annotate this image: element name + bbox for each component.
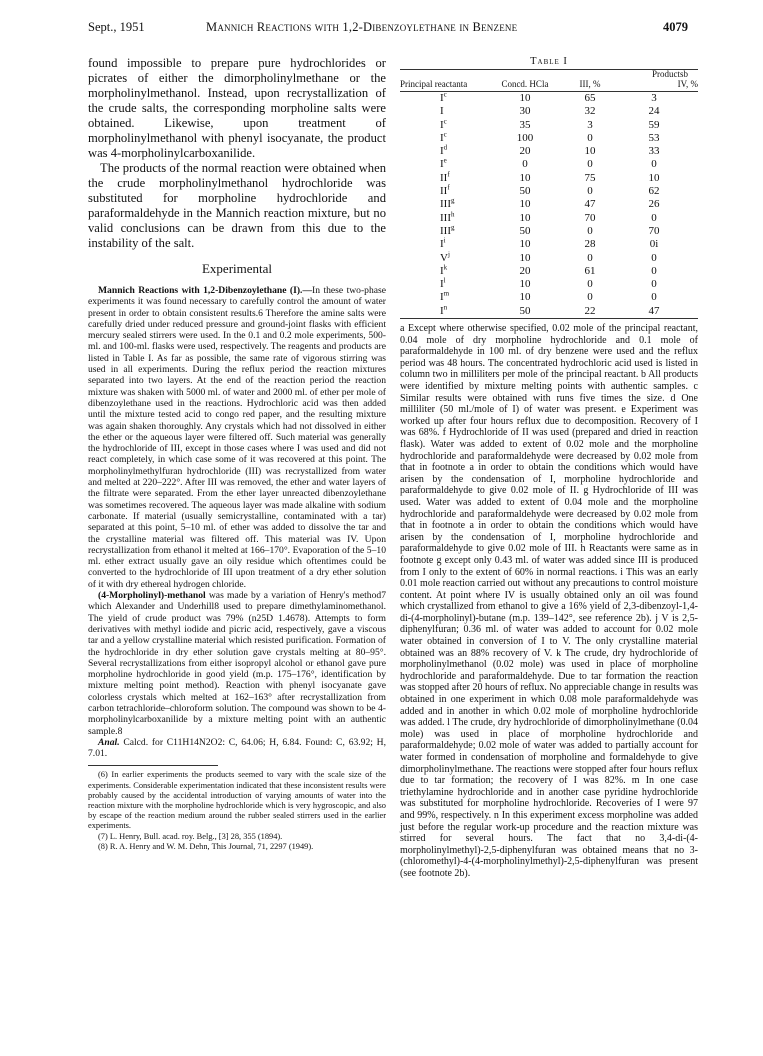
col-header-iii: [570, 70, 610, 92]
table-row: [400, 92, 698, 106]
iii-cell: 0: [587, 158, 593, 171]
reactant-cell: $V^j$: [440, 249, 450, 264]
iv-cell: 59: [648, 118, 660, 131]
iv-cell: 0i: [649, 238, 659, 251]
reactant-cell: III$^h$: [440, 210, 455, 224]
analysis-paragraph: [88, 737, 386, 760]
reactant-cell: $II^f$: [440, 183, 450, 198]
hcl-cell: 10: [519, 278, 531, 291]
page-number: 4079: [663, 20, 688, 34]
hcl-cell: 10: [519, 251, 531, 264]
reactant-cell: III$^g$: [440, 196, 455, 211]
reactant-cell: $I^k$: [440, 263, 448, 277]
iii-cell: 75: [584, 171, 596, 184]
table-row: [400, 198, 698, 211]
paragraph-2: The products of the normal reaction were obtained when the crude morpholinylmethanol hydrochloride was substituted for morpholine hydrochloride and paraformaldehyde in the Mannich reaction mixture, but no valid conclusions can be drawn from this due to the instability of the salt.: [88, 161, 386, 250]
footnote-rule: [88, 765, 218, 766]
iv-cell: 62: [648, 185, 660, 198]
table-row: [400, 158, 698, 171]
iii-cell: 0: [587, 251, 593, 264]
table-header-row: [400, 70, 698, 92]
reactant-cell: $I^i$: [440, 236, 446, 251]
mannich-heading: Mannich Reactions with 1,2-Dibenzoylethane (I).—: [98, 285, 313, 296]
table-row: [400, 185, 698, 198]
iv-cell: 33: [648, 145, 660, 158]
analysis-text: Calcd. for C11H14N2O2: C, 64.06; H, 6.84. Found: C, 63.92; H, 7.01.: [88, 736, 386, 760]
mannich-paragraph: [88, 285, 386, 590]
reactant-cell: $I^c$: [440, 116, 447, 131]
table-body: [400, 92, 698, 319]
reactant-cell: Ie: [440, 156, 447, 171]
col-header-iii-label: III, %: [579, 78, 601, 89]
hcl-cell: 50: [480, 305, 570, 319]
hcl-cell: 10: [519, 92, 531, 104]
mannich-text: In these two-phase experiments it was found necessary to carefully control the amount of water present in order to obtain consistent results.6 Therefore the amine salts were carefully dried under reduced pressure and ground-joint flasks with efficient mercury sealed stirrers were used. In the 0.1 and 0.2 mole experiments, 500-ml. and 100-ml. flasks were used, respectively. The reagents and products are listed in Table I. As far as possible, the same rate of vigorous stirring was used in all experiments. During the reflux period the reaction mixtures separated into two layers. At the end of the reaction period the reaction mixture was shaken with 5000 ml. of water and 2000 ml. of ether per mole of dibenzoylethane used in the reactions. Hydrochloric acid was then added until the mixture tested acid to congo red paper, and the resulting mixture was again shaken thoroughly. Any crystals which had not dissolved in either the ether or the aqueous layer were filtered off. Such material was generally the hydrochloride of III, except in those cases where I was used and did not react completely, in which case some of it was recovered at this point. The morpholinylmethylfuran hydrochloride (III) was recrystallized from water and melted at 220–222°. After III was removed, the ether and water layers of the filtrate were separated. From the ether layer unreacted dibenzoylethane was sometimes recovered. The aqueous layer was made alkaline with sodium carbonate. If material (usually semicrystalline, contaminated with a tar) separated at this point, 5–10 ml. of ether was added to dissolve the tar and the crystalline material was filtered off. This material was IV. Upon recrystallization from ethanol it melted at 166–170°. Evaporation of the 5–10 ml. ether extract usually gave an oily residue which oftentimes could be converted to the hydrochloride of III upon treatment of a dry ether solution of it with dry ethereal hydrogen chloride.: [88, 285, 386, 590]
iii-cell: 22: [570, 305, 610, 319]
iv-cell: 70: [648, 224, 660, 237]
reactant-cell: $I^d$: [440, 143, 448, 158]
iii-cell: 70: [584, 211, 596, 224]
iii-cell: 47: [584, 198, 596, 211]
hcl-cell: 10: [519, 211, 531, 224]
footnote-7: (7) L. Henry, Bull. acad. roy. Belg., [3] 28, 355 (1894).: [98, 831, 283, 841]
hcl-cell: 100: [516, 131, 534, 144]
hcl-cell: 50: [519, 185, 531, 198]
hcl-cell: 30: [519, 105, 531, 118]
header-title: Mannich Reactions with 1,2-Dibenzoylethane in Benzene: [206, 20, 518, 34]
iii-cell: 0: [587, 278, 593, 291]
iii-cell: 0: [587, 291, 593, 304]
hcl-cell: 10: [519, 291, 531, 304]
iv-cell: 10: [648, 171, 660, 184]
table-row: [400, 212, 698, 225]
table-row: [400, 305, 698, 319]
iv-cell: 0: [651, 291, 657, 304]
morpholinylmethanol-heading: (4-Morpholinyl)-methanol: [98, 590, 206, 602]
reactant-cell: $II^f$: [440, 170, 450, 184]
iii-cell: 10: [584, 145, 596, 158]
col-header-products: [610, 70, 698, 92]
left-column: [88, 56, 386, 852]
header-date: Sept., 1951: [88, 20, 145, 34]
hcl-cell: 10: [519, 238, 531, 251]
morpholinylmethanol-paragraph: [88, 590, 386, 737]
iii-cell: 0: [587, 185, 593, 198]
iv-cell: 24: [648, 105, 660, 118]
iii-cell: 3: [587, 118, 593, 131]
hcl-cell: 35: [519, 118, 531, 131]
hcl-cell: 50: [519, 224, 531, 237]
section-title: Experimental: [201, 261, 273, 276]
reactant-cell: $I^l$: [440, 276, 446, 291]
iv-cell: 0: [651, 278, 657, 291]
reactant-cell: $I^c$: [440, 90, 447, 104]
table-caption: Table I: [530, 56, 568, 67]
reactant-cell: I: [440, 105, 444, 118]
iv-cell: 3: [651, 92, 657, 104]
iii-cell: 28: [584, 238, 596, 251]
reactant-cell: III$^g$: [440, 223, 455, 237]
reactant-cell: $I^c$: [440, 130, 447, 144]
iii-cell: 61: [584, 264, 596, 277]
iv-cell: 53: [648, 131, 660, 144]
iv-cell: 47: [610, 305, 698, 319]
footnote-6: (6) In earlier experiments the products seemed to vary with the scale size of the experiments. Considerable experimentation indicated that these inconsistent results were probably caused by the accidental introduction of varying amounts of water into the reaction mixture with the morpholine hydrochloride which is very hygroscopic, and also by escape of the reaction medium around the rubber sealed stirrers used in the earlier experiments.: [88, 770, 386, 831]
footnote-8: (8) R. A. Henry and W. M. Dehn, This Journal, 71, 2297 (1949).: [98, 841, 314, 851]
col-header-reactant: Principal reactanta: [400, 70, 480, 92]
hcl-cell: 0: [522, 158, 528, 171]
table-row: [400, 238, 698, 251]
col-header-hcl: Concd. HCla: [480, 70, 570, 92]
iii-cell: 65: [584, 92, 596, 104]
paragraph-1: found impossible to prepare pure hydrochlorides or picrates of either the dimorpholinylmethane or the morpholinylmethanol. Instead, upon recrystallization of the crude salts, the corresponding morpholine salts were obtained. Likewise, upon treatment of morpholinylmethanol with phenyl isocyanate, the product was 4-morpholinylcarboxanilide.: [88, 56, 386, 160]
products-header-label: Productsb: [652, 69, 688, 79]
iv-cell: 0: [651, 251, 657, 264]
iii-cell: 0: [587, 224, 593, 237]
iv-cell: 0: [651, 211, 657, 224]
col-header-iv-label: IV, %: [677, 78, 698, 89]
analysis-heading: Anal.: [98, 736, 120, 748]
iii-cell: 0: [587, 131, 593, 144]
hcl-cell: 10: [519, 198, 531, 211]
iv-cell: 26: [648, 198, 660, 211]
hcl-cell: 10: [519, 171, 531, 184]
table-row: [400, 172, 698, 185]
morpholinylmethanol-text: was made by a variation of Henry's method7 which Alexander and Underhill8 used to prepare dimethylaminomethanol. The yield of crude product was 79% (n25D 1.4678). Attempts to form derivatives with methyl iodide and picric acid, respectively, gave a viscous tar and a yellow crystalline material which resisted purification. Formation of the hydrochloride in dry ether solution gave crystals melting at 80–95°. Several recrystallizations from either isopropyl alcohol or ethanol gave pure morpholine hydrochloride in good yield (m.p. 175–176°, identification by mixture melting point method). Reaction with phenyl isocyanate gave colorless crystals which melted at 162–163° after recrystallization from carbon tetrachloride–chloroform solution. The compound was shown to be 4-morpholinylcarboxanilide by a mixture melting point with an authentic sample.8: [88, 590, 386, 737]
results-table: [400, 69, 698, 319]
running-header: [88, 20, 688, 38]
iii-cell: 32: [584, 105, 596, 118]
iv-cell: 0: [651, 158, 657, 171]
iv-cell: 0: [651, 264, 657, 277]
table-footnotes: a Except where otherwise specified, 0.02 mole of the principal reactant, 0.04 mole of dry morpholine hydrochloride and 0.1 mole of paraformaldehyde in 100 ml. of dry benzene were used and the reflux period was 48 hours. The concentrated hydrochloric acid used is listed in column two in milliliters per mole of the principal reactant. b All products were identified by mixture melting points with authentic samples. c Similar results were obtained with runs five times the size. d One milliliter (50 ml./mole of I) of water was present. e Experiment was worked up after four hours reflux due to decomposition. Recovery of I was 68%. f Hydrochloride of II was used (prepared and dried in reaction flask). Water was added to extent of 0.02 mole and the morpholine hydrochloride and paraformaldehyde were decreased by 0.02 mole from that in footnote a in order to obtain the conditions which would have arisen by the condensation of I, morpholine hydrochloride and paraformaldehyde to give 0.02 mole of II. g Hydrochloride of III was used. Water was added to extent of 0.04 mole and the morpholine hydrochloride and paraformaldehyde were decreased by 0.02 mole from that in footnote a in order to obtain the conditions which would have arisen by the condensation of I, morpholine hydrochloride and paraformaldehyde to give 0.02 mole of III. h Reactants were same as in footnote g except only 0.43 ml. of water was added since III is produced from I only to the extent of 60% in normal reactions. i This was an early 0.01 mole reaction carried out without any precautions to control moisture content. At point where IV is usually obtained only an oil was found which crystallized from ethanol to give a 16% yield of 2,3-dibenzoyl-1,4-di-(4-morpholinyl)-butane (m.p. 139–142°, see reference 2b). j V is 2,5-diphenylfuran; 0.36 ml. of water was added to account for 0.02 mole water obtained in conversion of I to V. The only crystalline material obtained was an 88% recovery of V. k The crude, dry hydrochloride of morpholinylmethanol (0.02 mole) was used in place of morpholine hydrochloride and paraformaldehyde. Due to tar formation the reaction was stopped after 20 hours of reflux. No appreciable change in results was obtained in one experiment in which 0.08 mole paraformaldehyde was added and in another in which 0.02 mole of morpholine hydrochloride was added. l The crude, dry hydrochloride of dimorpholinylmethane (0.04 mole) was used in place of morpholine hydrochloride and paraformaldehyde; 0.02 mole of water was added to partially account for water formed in condensation of morpholine and formaldehyde to give dimorpholinylmethane. The reactions were stopped after four hours reflux due to tar formation; the recovery of I was 82%. m In one case triethylamine hydrochloride and in another case pyridine hydrochloride was substituted for morpholine hydrochloride. Recoveries of I were 97 and 99%, respectively. n In this experiment excess morpholine was added just before the regular work-up procedure and the reaction mixture was stirred for several hours. The fact that no 3,4-di-(4-morpholinylmethyl)-2,5-diphenylfuran was obtained means that no 3-(chloromethyl)-4-(4-morpholinylmethyl)-2,5-diphenylfuran was present (see footnote 2b).: [400, 323, 698, 879]
reactant-cell: $I^m$: [440, 289, 450, 304]
hcl-cell: 20: [519, 264, 531, 277]
right-column: [400, 56, 698, 880]
reactant-cell: $I^n$: [400, 305, 480, 319]
hcl-cell: 20: [519, 145, 531, 158]
